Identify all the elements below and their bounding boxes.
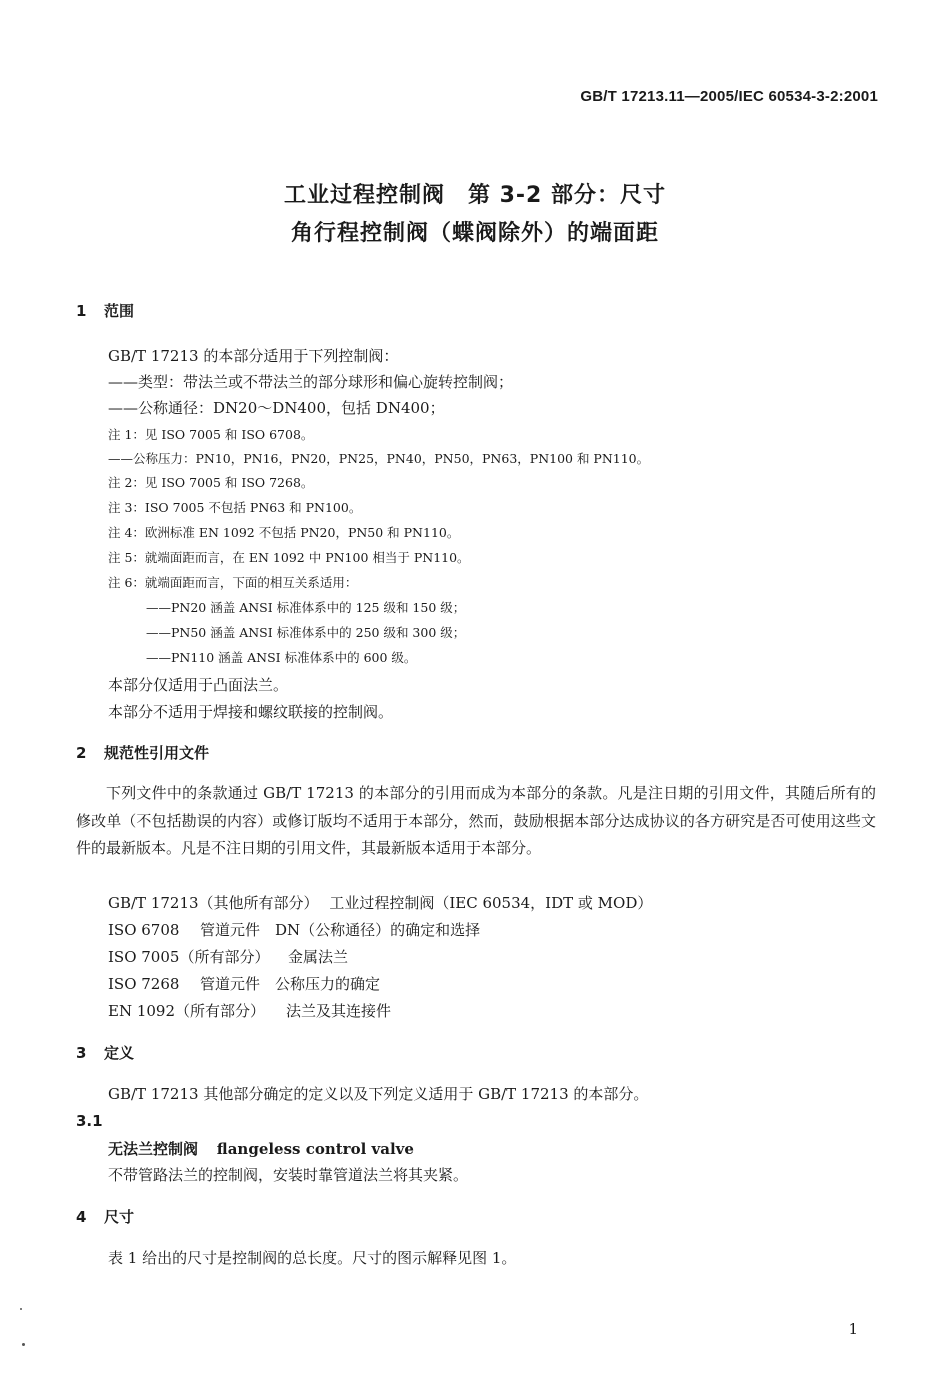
reference-entry [108, 946, 348, 967]
reference-title: 金属法兰 [288, 948, 349, 966]
term-definition: 不带管路法兰的控制阀，安装时靠管道法兰将其夹紧。 [108, 1166, 469, 1184]
term-entry [108, 1138, 414, 1159]
sub-note: ——PN110 涵盖 ANSI 标准体系中的 600 级。 [146, 650, 417, 665]
reference-title: 管道元件 DN（公称通径）的确定和选择 [200, 921, 481, 939]
reference-code: ISO 7005（所有部分） [108, 948, 270, 966]
reference-title: 管道元件 公称压力的确定 [200, 975, 381, 993]
section-3-heading [76, 1042, 134, 1063]
reference-title: 法兰及其连接件 [286, 1002, 392, 1020]
scope-line: ——公称通径：DN20～DN400，包括 DN400； [108, 399, 445, 417]
reference-title: 工业过程控制阀（IEC 60534，IDT 或 MOD） [329, 894, 653, 912]
note: 注 1：见 ISO 7005 和 ISO 6708。 [108, 427, 314, 442]
sub-note: ——PN50 涵盖 ANSI 标准体系中的 250 级和 300 级； [146, 625, 466, 640]
note: ——公称压力：PN10，PN16，PN20，PN25，PN40，PN50，PN63，PN100 和 PN110。 [108, 451, 650, 466]
normative-references-paragraph: 下列文件中的条款通过 GB/T 17213 的本部分的引用而成为本部分的条款。凡是注日期的引用文件，其随后所有的修改单（不包括勘误的内容）或修订版均不适用于本部分，然而，鼓励根据本部分达成协议的各方研究是否可使用这些文件的最新版本。凡是不注日期的引用文件，其最新版本适用于本部分。 [76, 784, 876, 857]
definitions-paragraph: GB/T 17213 其他部分确定的定义以及下列定义适用于 GB/T 17213 的本部分。 [108, 1085, 649, 1103]
reference-code: ISO 6708 [108, 921, 180, 939]
section-number: 3 [76, 1044, 87, 1062]
document-title-line-2: 角行程控制阀（蝶阀除外）的端面距 [290, 221, 659, 246]
section-title: 定义 [104, 1044, 135, 1062]
reference-entry [108, 919, 480, 940]
section-number: 4 [76, 1208, 87, 1226]
reference-code: ISO 7268 [108, 975, 180, 993]
section-4-heading [76, 1206, 134, 1227]
section-title: 范围 [104, 302, 135, 320]
reference-code: GB/T 17213（其他所有部分） [108, 894, 319, 912]
term-english: flangeless control valve [216, 1140, 414, 1158]
standard-code: GB/T 17213.11—2005/IEC 60534-3-2:2001 [580, 88, 878, 105]
dimensions-paragraph: 表 1 给出的尺寸是控制阀的总长度。尺寸的图示解释见图 1。 [108, 1249, 517, 1267]
term-chinese: 无法兰控制阀 [108, 1140, 199, 1158]
section-title: 规范性引用文件 [104, 744, 210, 762]
section-1-heading [76, 300, 134, 321]
note: 注 5：就端面距而言，在 EN 1092 中 PN100 相当于 PN110。 [108, 550, 470, 565]
note: 注 3：ISO 7005 不包括 PN63 和 PN100。 [108, 500, 362, 515]
scope-line: ——类型：带法兰或不带法兰的部分球形和偏心旋转控制阀； [108, 373, 514, 391]
section-title: 尺寸 [104, 1208, 135, 1226]
reference-entry [108, 892, 652, 913]
reference-entry [108, 973, 380, 994]
scope-line: GB/T 17213 的本部分适用于下列控制阀： [108, 347, 399, 365]
reference-code: EN 1092（所有部分） [108, 1002, 266, 1020]
scope-closing-line: 本部分仅适用于凸面法兰。 [108, 676, 289, 694]
note: 注 6：就端面距而言，下面的相互关系适用： [108, 575, 358, 590]
section-number: 2 [76, 744, 87, 762]
page-number: 1 [848, 1320, 858, 1338]
sub-note: ——PN20 涵盖 ANSI 标准体系中的 125 级和 150 级； [146, 600, 466, 615]
reference-entry [108, 1000, 391, 1021]
section-2-heading [76, 742, 209, 763]
section-number: 1 [76, 302, 87, 320]
scope-closing-line: 本部分不适用于焊接和螺纹联接的控制阀。 [108, 703, 394, 721]
subsection-number: 3.1 [76, 1112, 103, 1130]
document-title-line-1: 工业过程控制阀 第 3-2 部分：尺寸 [283, 183, 667, 208]
note: 注 4：欧洲标准 EN 1092 不包括 PN20，PN50 和 PN110。 [108, 525, 460, 540]
note: 注 2：见 ISO 7005 和 ISO 7268。 [108, 475, 314, 490]
scan-speck [22, 1343, 25, 1346]
scan-speck [20, 1308, 22, 1310]
